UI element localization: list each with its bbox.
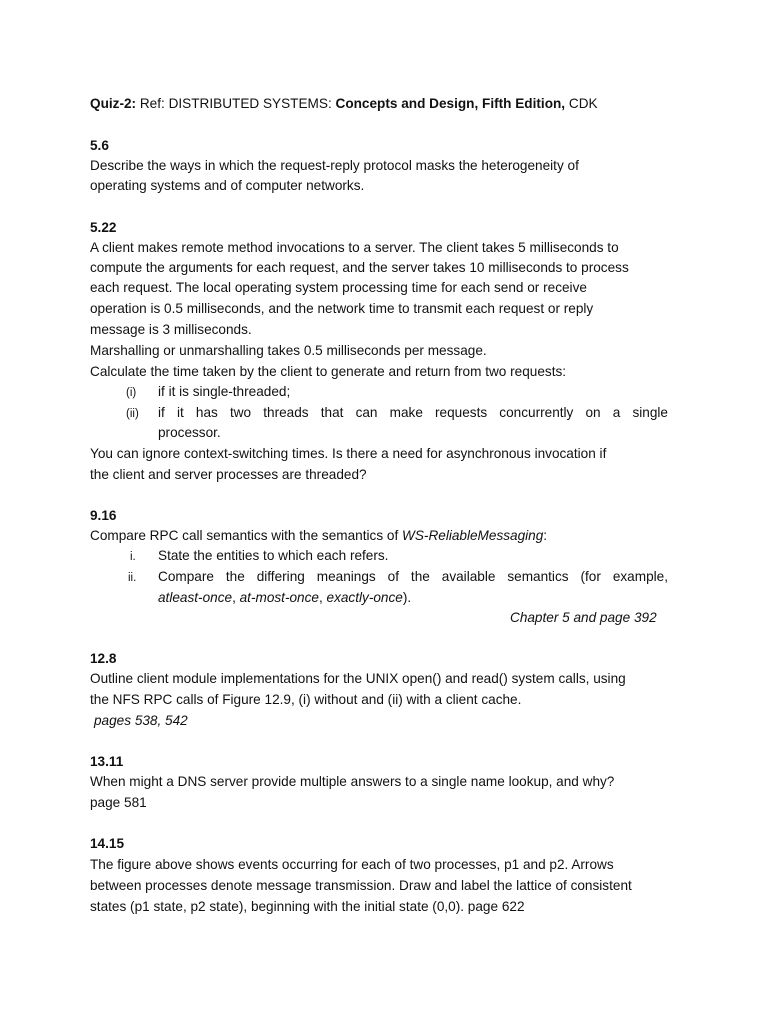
question-text-line: page 581: [90, 795, 147, 810]
question-text-line: When might a DNS server provide multiple answers to a single name lookup, and why?: [90, 774, 615, 789]
book-title-a: DISTRIBUTED SYSTEMS:: [168, 96, 336, 111]
list-item-text: processor.: [158, 425, 221, 440]
question-text-line: operating systems and of computer networks.: [90, 178, 365, 193]
page-reference: Chapter 5 and page 392: [510, 610, 657, 625]
separator: ,: [318, 590, 327, 605]
question-text-line: Marshalling or unmarshalling takes 0.5 milliseconds per message.: [90, 343, 487, 358]
list-marker: (i): [126, 387, 137, 399]
terminator: ).: [402, 590, 412, 605]
list-item-text: if it is single-threaded;: [158, 384, 291, 399]
question-text-line: the NFS RPC calls of Figure 12.9, (i) without and (ii) with a client cache.: [90, 692, 522, 707]
question-text-line: between processes denote message transmission. Draw and label the lattice of consistent: [90, 878, 632, 893]
page-reference: pages 538, 542: [94, 713, 188, 728]
question-text-line: the client and server processes are threaded?: [90, 467, 367, 482]
list-marker: (ii): [126, 408, 139, 420]
separator: ,: [232, 590, 240, 605]
question-text-line: Describe the ways in which the request-reply protocol masks the heterogeneity of: [90, 158, 579, 173]
question-text-line: Calculate the time taken by the client to generate and return from two requests:: [90, 364, 567, 379]
question-number-14-15: 14.15: [90, 836, 125, 851]
question-text-line: The figure above shows events occurring for each of two processes, p1 and p2. Arrows: [90, 857, 614, 872]
question-text-line: compute the arguments for each request, and the server takes 10 milliseconds to process: [90, 260, 629, 275]
intro-text: Compare RPC call semantics with the semantics of: [90, 528, 403, 543]
question-text-line: states (p1 state, p2 state), beginning with the initial state (0,0). page 622: [90, 899, 525, 914]
semantic-at-most-once: at-most-once: [239, 590, 319, 605]
ref-label: Ref:: [139, 96, 165, 111]
list-marker: i.: [130, 551, 136, 563]
list-item-text: State the entities to which each refers.: [158, 548, 389, 563]
question-text-line: [90, 526, 690, 546]
question-text-line: You can ignore context-switching times. Is there a need for asynchronous invocation if: [90, 446, 607, 461]
list-item-text: Compare the differing meanings of the available semantics (for example,: [158, 569, 668, 584]
question-number-5-22: 5.22: [90, 220, 117, 235]
question-text-line: operation is 0.5 milliseconds, and the network time to transmit each request or reply: [90, 301, 594, 316]
intro-end: :: [543, 528, 548, 543]
question-number-13-11: 13.11: [90, 754, 124, 769]
book-title-b: Concepts and Design, Fifth Edition,: [335, 96, 566, 111]
question-text-line: Outline client module implementations for the UNIX open() and read() system calls, using: [90, 671, 626, 686]
quiz-label: Quiz-2:: [90, 96, 137, 111]
question-text-line: message is 3 milliseconds.: [90, 322, 252, 337]
intro-italic: WS-ReliableMessaging: [402, 528, 544, 543]
book-title-c: CDK: [565, 96, 598, 111]
list-item-text: if it has two threads that can make requests concurrently on a single: [158, 405, 668, 420]
question-number-9-16: 9.16: [90, 508, 117, 523]
semantic-atleast-once: atleast-once: [158, 590, 233, 605]
question-number-12-8: 12.8: [90, 651, 117, 666]
semantic-exactly-once: exactly-once: [326, 590, 403, 605]
question-text-line: A client makes remote method invocations to a server. The client takes 5 milliseconds to: [90, 240, 619, 255]
question-text-line: each request. The local operating system processing time for each send or receive: [90, 280, 587, 295]
list-item-text: [158, 588, 668, 608]
question-number-5-6: 5.6: [90, 138, 109, 153]
quiz-header: [90, 94, 690, 114]
list-marker: ii.: [128, 572, 137, 584]
